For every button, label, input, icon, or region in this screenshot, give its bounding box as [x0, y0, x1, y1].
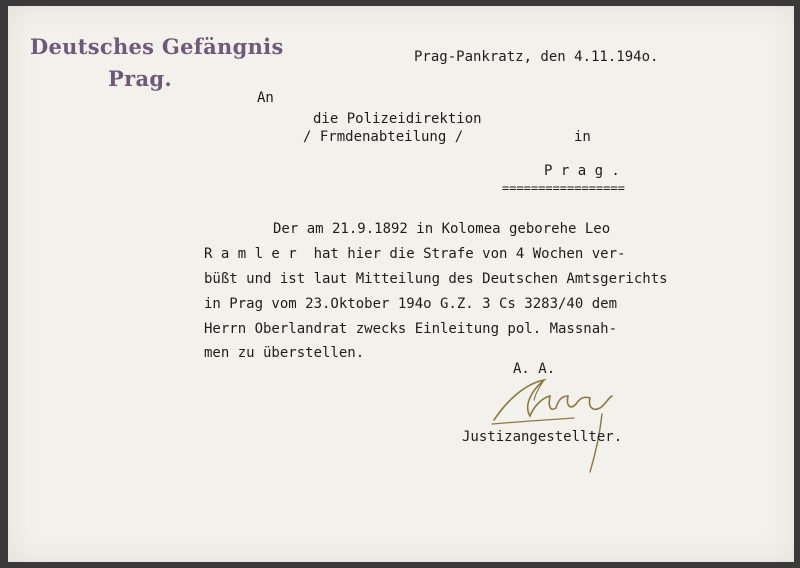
department: / Frmdenabteilung /	[303, 129, 464, 145]
city-underline: =================	[502, 181, 625, 195]
salutation: An	[257, 90, 274, 106]
letterhead-line-2: Prag.	[108, 66, 172, 91]
on-behalf: A. A.	[513, 361, 556, 377]
recipient: die Polizeidirektion	[313, 111, 482, 127]
letter-page	[8, 6, 794, 562]
city: P r a g .	[544, 163, 620, 179]
body-line-1: Der am 21.9.1892 in Kolomea geborehe Leo	[273, 221, 611, 237]
signatory-title: Justizangestellter.	[462, 429, 623, 445]
body-line-5: Herrn Oberlandrat zwecks Einleitung pol. Massnah-	[204, 321, 618, 337]
body-line-2: R a m l e r hat hier die Strafe von 4 Wochen ver-	[204, 246, 626, 262]
handwritten-signature	[484, 362, 624, 482]
place-date: Prag-Pankratz, den 4.11.194o.	[414, 49, 659, 65]
body-line-4: in Prag vom 23.Oktober 194o G.Z. 3 Cs 3283/40 dem	[204, 296, 618, 312]
in-word: in	[574, 129, 591, 145]
body-line-3: büßt und ist laut Mitteilung des Deutschen Amtsgerichts	[204, 271, 668, 287]
body-line-6: men zu überstellen.	[204, 345, 365, 361]
letterhead-line-1: Deutsches Gefängnis	[30, 34, 284, 59]
